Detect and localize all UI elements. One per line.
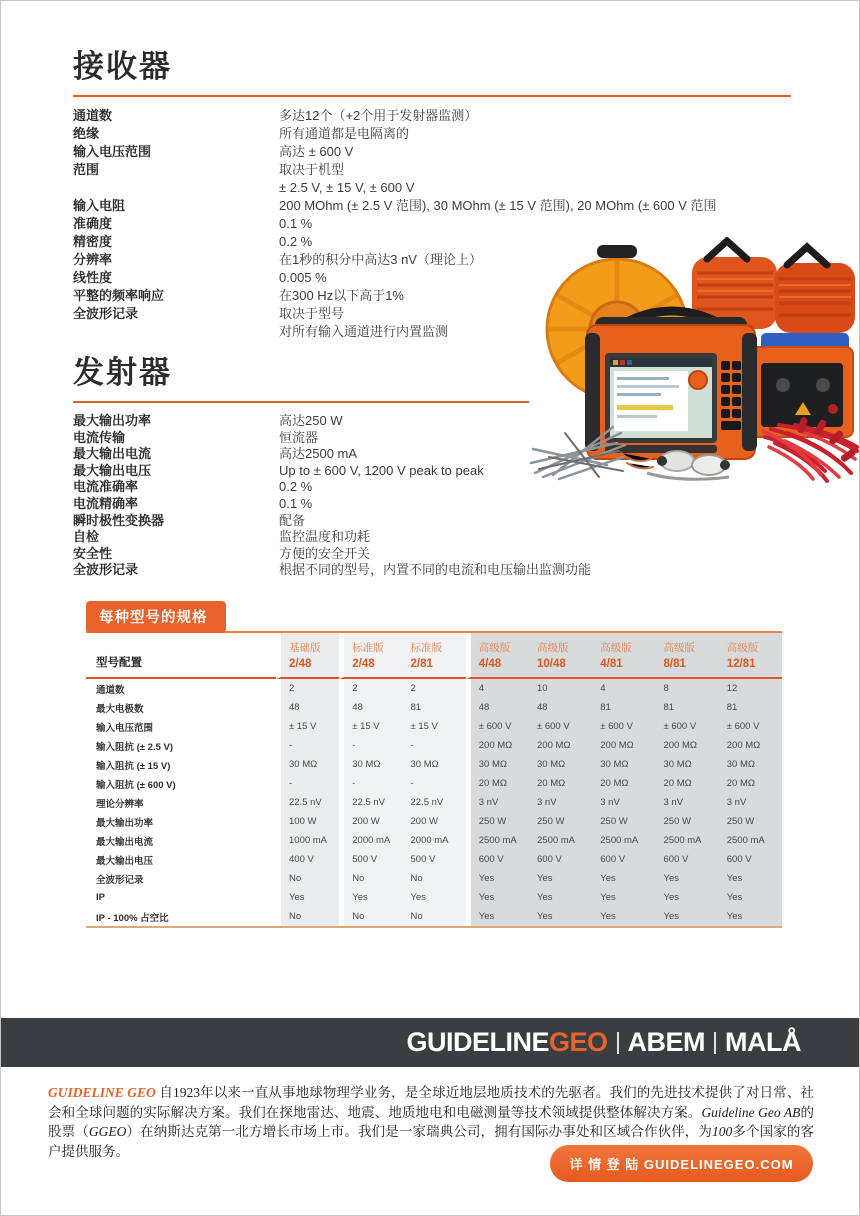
spec-value: 方便的安全开关 bbox=[279, 545, 371, 561]
column-model-label: 2/48 bbox=[352, 658, 375, 670]
logo-abem: ABEM bbox=[627, 1027, 706, 1057]
spec-value: 高达250 W bbox=[279, 413, 343, 428]
table-cell: 20 MΩ bbox=[529, 774, 592, 793]
spec-value: 0.2 % bbox=[279, 479, 313, 495]
spec-label: 瞬时极性变换器 bbox=[73, 512, 165, 528]
row-label: 输入电压范围 bbox=[96, 722, 154, 734]
table-cell: 12 bbox=[719, 679, 782, 698]
table-cell: - bbox=[403, 774, 466, 793]
spec-value: 根据不同的型号，内置不同的电流和电压输出监测功能 bbox=[279, 562, 592, 578]
spec-row bbox=[73, 179, 791, 197]
spec-value: 0.2 % bbox=[279, 234, 313, 249]
table-row bbox=[86, 736, 782, 755]
column-header bbox=[339, 633, 402, 679]
spec-label: 范围 bbox=[73, 162, 100, 177]
row-label: 最大输出电流 bbox=[96, 836, 154, 848]
spec-value: 高达2500 mA bbox=[279, 446, 358, 462]
table-cell: 30 MΩ bbox=[339, 755, 402, 774]
logo-separator bbox=[617, 1032, 619, 1054]
logo-mala: MALÅ bbox=[725, 1027, 801, 1057]
spec-label: 通道数 bbox=[73, 108, 113, 123]
table-cell: 2500 mA bbox=[656, 831, 719, 850]
spec-label: 线性度 bbox=[73, 270, 113, 285]
table-cell: 2500 mA bbox=[466, 831, 529, 850]
guidelinegeo-abem-mala-logo bbox=[406, 1027, 801, 1058]
table-cell: 81 bbox=[719, 698, 782, 717]
table-cell: Yes bbox=[466, 888, 529, 907]
row-label: 通道数 bbox=[96, 684, 125, 696]
table-cell: 48 bbox=[466, 698, 529, 717]
spec-value: 恒流器 bbox=[279, 429, 319, 445]
table-cell: ± 600 V bbox=[466, 717, 529, 736]
column-tier-label: 高级版 bbox=[663, 642, 695, 654]
table-cell: 2500 mA bbox=[719, 831, 782, 850]
about-text-segment: ）在纳斯达克第一北方增长市场上市。我们是一家瑞典公司，拥有国际办事处和区域合作伙伴，为 bbox=[126, 1124, 713, 1139]
about-text-segment: 自1923年以来一直从事地球物理学业务，是全球近地层地质技术的先驱者。我们的先进技术提供了对日常、社会和全球问题的实际解决方案。我们在探地雷达、地震、地质地电和电磁测量等技术领域提供整体解决方案。 bbox=[48, 1085, 815, 1120]
table-row bbox=[86, 698, 782, 717]
column-model-label: 2/48 bbox=[289, 658, 312, 670]
table-cell: 81 bbox=[403, 698, 466, 717]
column-tier-label: 标准版 bbox=[410, 642, 442, 654]
column-header bbox=[592, 633, 655, 679]
column-model-label: 12/81 bbox=[726, 658, 756, 670]
table-cell: 4 bbox=[592, 679, 655, 698]
table-row bbox=[86, 907, 782, 926]
table-cell: 200 MΩ bbox=[592, 736, 655, 755]
table-cell: 250 W bbox=[529, 812, 592, 831]
column-header bbox=[656, 633, 719, 679]
column-tier-label: 高级版 bbox=[726, 642, 759, 654]
table-cell: ± 15 V bbox=[339, 717, 402, 736]
model-spec-table bbox=[86, 633, 782, 928]
table-cell: 81 bbox=[656, 698, 719, 717]
row-label: 输入阻抗 (± 2.5 V) bbox=[96, 741, 174, 753]
table-cell: 30 MΩ bbox=[719, 755, 782, 774]
spec-value: 取决于机型 bbox=[279, 162, 345, 177]
table-cell: 250 W bbox=[466, 812, 529, 831]
table-cell: Yes bbox=[529, 888, 592, 907]
table-cell: Yes bbox=[656, 888, 719, 907]
section-divider bbox=[73, 95, 791, 97]
table-cell: Yes bbox=[529, 907, 592, 926]
about-text-segment: 多个国家的客户提供服务。 bbox=[48, 1124, 815, 1159]
spec-row bbox=[73, 143, 791, 161]
spec-label: 电流精确率 bbox=[73, 495, 139, 511]
column-header bbox=[276, 633, 339, 679]
table-cell: 20 MΩ bbox=[592, 774, 655, 793]
table-cell: 200 MΩ bbox=[656, 736, 719, 755]
about-text-segment: 的股票（ bbox=[48, 1104, 815, 1139]
table-cell: Yes bbox=[719, 869, 782, 888]
table-cell: 600 V bbox=[719, 850, 782, 869]
spec-row bbox=[73, 215, 791, 233]
row-label: 输入阻抗 (± 15 V) bbox=[96, 760, 171, 772]
table-cell: Yes bbox=[339, 888, 402, 907]
spec-value: 监控温度和功耗 bbox=[279, 529, 371, 545]
table-cell: 20 MΩ bbox=[719, 774, 782, 793]
model-spec-table-wrap bbox=[86, 631, 782, 928]
spec-row bbox=[73, 546, 791, 563]
table-cell: 30 MΩ bbox=[466, 755, 529, 774]
table-cell: 81 bbox=[592, 698, 655, 717]
table-row bbox=[86, 850, 782, 869]
spec-row bbox=[73, 161, 791, 179]
table-cell: 2000 mA bbox=[403, 831, 466, 850]
table-cell: 2000 mA bbox=[339, 831, 402, 850]
transmitter-section-title: 发射器 bbox=[73, 355, 172, 390]
spec-value: 0.1 % bbox=[279, 216, 313, 231]
table-cell: 200 MΩ bbox=[529, 736, 592, 755]
table-cell: - bbox=[276, 736, 339, 755]
spec-label: 准确度 bbox=[73, 216, 113, 231]
spec-value: ± 2.5 V, ± 15 V, ± 600 V bbox=[279, 180, 415, 195]
spec-value: 对所有输入通道进行内置监测 bbox=[279, 324, 449, 339]
table-cell: 48 bbox=[276, 698, 339, 717]
spec-row bbox=[73, 197, 791, 215]
table-cell: Yes bbox=[719, 907, 782, 926]
table-row bbox=[86, 717, 782, 736]
table-cell: 30 MΩ bbox=[592, 755, 655, 774]
spec-label: 自检 bbox=[73, 529, 100, 545]
table-title-banner: 每种型号的规格 bbox=[86, 601, 226, 633]
table-cell: 30 MΩ bbox=[276, 755, 339, 774]
table-cell: - bbox=[339, 774, 402, 793]
column-tier-label: 高级版 bbox=[600, 642, 632, 654]
column-header bbox=[529, 633, 592, 679]
spec-label: 分辨率 bbox=[73, 252, 113, 267]
spec-value: 取决于型号 bbox=[279, 306, 345, 321]
table-cell: 600 V bbox=[592, 850, 655, 869]
table-row bbox=[86, 793, 782, 812]
table-cell: ± 600 V bbox=[656, 717, 719, 736]
spec-label bbox=[73, 323, 279, 341]
spec-label: 最大输出电压 bbox=[73, 462, 152, 478]
column-model-label: 8/81 bbox=[663, 658, 686, 670]
row-label: 输入阻抗 (± 600 V) bbox=[96, 779, 176, 791]
table-cell: 200 MΩ bbox=[719, 736, 782, 755]
spec-row bbox=[73, 529, 791, 546]
spec-value: 0.1 % bbox=[279, 495, 313, 511]
table-row bbox=[86, 755, 782, 774]
table-cell: 30 MΩ bbox=[529, 755, 592, 774]
receiver-section-title: 接收器 bbox=[73, 49, 172, 84]
row-label: 全波形记录 bbox=[96, 874, 144, 886]
brand-bar bbox=[1, 1018, 859, 1067]
row-label: IP - 100% 占空比 bbox=[96, 912, 169, 924]
spec-label bbox=[73, 179, 279, 197]
spec-label: 绝缘 bbox=[73, 126, 100, 141]
table-row bbox=[86, 888, 782, 907]
spec-label: 精密度 bbox=[73, 234, 113, 249]
table-cell: 250 W bbox=[592, 812, 655, 831]
spec-label: 输入电压范围 bbox=[73, 144, 152, 159]
table-cell: Yes bbox=[656, 907, 719, 926]
product-photo bbox=[529, 237, 859, 483]
column-model-label: 2/81 bbox=[410, 658, 433, 670]
table-cell: Yes bbox=[403, 888, 466, 907]
column-tier-label: 基础版 bbox=[289, 642, 321, 654]
table-cell: 30 MΩ bbox=[403, 755, 466, 774]
table-cell: ± 600 V bbox=[719, 717, 782, 736]
column-tier-label: 标准版 bbox=[352, 642, 384, 654]
table-cell: Yes bbox=[529, 869, 592, 888]
website-cta-button[interactable]: 详 情 登 陆 GUIDELINEGEO.COM bbox=[550, 1145, 813, 1182]
column-header bbox=[466, 633, 529, 679]
logo-guideline: GUIDELINE bbox=[406, 1027, 549, 1057]
column-header bbox=[403, 633, 466, 679]
spec-row bbox=[73, 125, 791, 143]
table-cell: Yes bbox=[592, 907, 655, 926]
spec-label: 输入电阻 bbox=[73, 198, 126, 213]
table-cell: - bbox=[276, 774, 339, 793]
table-cell: 600 V bbox=[529, 850, 592, 869]
spec-label: 最大输出电流 bbox=[73, 446, 152, 462]
table-cell: 20 MΩ bbox=[466, 774, 529, 793]
row-label: 最大输出功率 bbox=[96, 817, 154, 829]
table-cell: 500 V bbox=[339, 850, 402, 869]
row-label: 最大电极数 bbox=[96, 703, 144, 715]
table-cell: 2 bbox=[339, 679, 402, 698]
model-spec-block bbox=[86, 601, 782, 928]
table-cell: 48 bbox=[529, 698, 592, 717]
logo-separator bbox=[714, 1032, 716, 1054]
spec-row bbox=[73, 496, 791, 513]
table-cell: 2 bbox=[403, 679, 466, 698]
table-cell: 2500 mA bbox=[592, 831, 655, 850]
table-cell: 3 nV bbox=[466, 793, 529, 812]
table-cell: ± 15 V bbox=[276, 717, 339, 736]
table-cell: Yes bbox=[466, 869, 529, 888]
logo-geo: GEO bbox=[549, 1027, 608, 1057]
spec-value: 所有通道都是电隔离的 bbox=[279, 126, 410, 141]
column-model-label: 10/48 bbox=[537, 658, 566, 670]
table-cell: 3 nV bbox=[529, 793, 592, 812]
column-header bbox=[719, 633, 782, 679]
table-row bbox=[86, 812, 782, 831]
table-cell: 22.5 nV bbox=[339, 793, 402, 812]
table-cell: 30 MΩ bbox=[656, 755, 719, 774]
spec-value: 200 MOhm (± 2.5 V 范围), 30 MOhm (± 15 V 范围), 20 MOhm (± 600 V 范围 bbox=[279, 198, 717, 213]
column-tier-label: 高级版 bbox=[478, 642, 511, 654]
table-cell: 22.5 nV bbox=[403, 793, 466, 812]
table-row bbox=[86, 831, 782, 850]
table-cell: 600 V bbox=[466, 850, 529, 869]
table-cell: 1000 mA bbox=[276, 831, 339, 850]
table-cell: 100 W bbox=[276, 812, 339, 831]
table-cell: Yes bbox=[719, 888, 782, 907]
row-label: IP bbox=[96, 892, 105, 903]
table-cell: No bbox=[276, 869, 339, 888]
table-cell: 20 MΩ bbox=[656, 774, 719, 793]
spec-label: 平整的频率响应 bbox=[73, 288, 165, 303]
about-text-segment: GUIDELINE GEO bbox=[48, 1085, 160, 1100]
table-cell: 250 W bbox=[719, 812, 782, 831]
spec-value: 多达12个（+2个用于发射器监测） bbox=[279, 108, 478, 123]
table-cell: Yes bbox=[276, 888, 339, 907]
table-cell: - bbox=[403, 736, 466, 755]
table-cell: Yes bbox=[466, 907, 529, 926]
column-tier-label: 高级版 bbox=[537, 642, 569, 654]
row-label: 理论分辨率 bbox=[96, 798, 144, 810]
table-cell: ± 600 V bbox=[529, 717, 592, 736]
column-model-label: 4/48 bbox=[478, 658, 502, 670]
row-label: 最大输出电压 bbox=[96, 855, 154, 867]
table-cell: Yes bbox=[592, 869, 655, 888]
table-cell: No bbox=[339, 869, 402, 888]
table-cell: 22.5 nV bbox=[276, 793, 339, 812]
table-row bbox=[86, 774, 782, 793]
table-cell: 600 V bbox=[656, 850, 719, 869]
table-cell: 4 bbox=[466, 679, 529, 698]
table-cell: 400 V bbox=[276, 850, 339, 869]
table-cell: No bbox=[276, 907, 339, 926]
table-cell: Yes bbox=[656, 869, 719, 888]
table-cell: No bbox=[403, 869, 466, 888]
about-text-segment: Guideline Geo AB bbox=[701, 1104, 801, 1120]
spec-label: 最大输出功率 bbox=[73, 413, 152, 428]
spec-value: 在1秒的积分中高达3 nV（理论上） bbox=[279, 252, 482, 267]
spec-value: 在300 Hz以下高于1% bbox=[279, 288, 404, 303]
table-cell: 200 MΩ bbox=[466, 736, 529, 755]
spec-value: 0.005 % bbox=[279, 270, 327, 285]
table-cell: ± 15 V bbox=[403, 717, 466, 736]
table-cell: 8 bbox=[656, 679, 719, 698]
table-cell: 2500 mA bbox=[529, 831, 592, 850]
spec-value: Up to ± 600 V, 1200 V peak to peak bbox=[279, 462, 484, 478]
table-cell: ± 600 V bbox=[592, 717, 655, 736]
spec-row bbox=[73, 107, 791, 125]
table-row bbox=[86, 679, 782, 698]
table-cell: 250 W bbox=[656, 812, 719, 831]
table-cell: No bbox=[403, 907, 466, 926]
spec-label: 全波形记录 bbox=[73, 562, 139, 578]
spec-value: 配备 bbox=[279, 512, 306, 528]
about-text-segment: GGEO bbox=[88, 1124, 127, 1139]
table-cell: 3 nV bbox=[592, 793, 655, 812]
table-cell: 3 nV bbox=[656, 793, 719, 812]
table-cell: 200 W bbox=[403, 812, 466, 831]
table-row bbox=[86, 869, 782, 888]
spec-row bbox=[73, 562, 791, 579]
table-cell: 200 W bbox=[339, 812, 402, 831]
spec-label: 安全性 bbox=[73, 545, 113, 561]
spec-label: 全波形记录 bbox=[73, 306, 139, 321]
spec-label: 电流传输 bbox=[73, 429, 126, 445]
table-cell: 500 V bbox=[403, 850, 466, 869]
table-cell: 10 bbox=[529, 679, 592, 698]
table-corner-label: 型号配置 bbox=[86, 633, 276, 679]
spec-label: 电流准确率 bbox=[73, 479, 139, 495]
table-cell: - bbox=[339, 736, 402, 755]
column-model-label: 4/81 bbox=[600, 658, 623, 670]
table-cell: 48 bbox=[339, 698, 402, 717]
spec-value: 高达 ± 600 V bbox=[279, 144, 354, 159]
spec-row bbox=[73, 513, 791, 530]
table-cell: 3 nV bbox=[719, 793, 782, 812]
about-text-segment: 100 bbox=[712, 1124, 733, 1139]
table-cell: Yes bbox=[592, 888, 655, 907]
table-cell: 2 bbox=[276, 679, 339, 698]
table-cell: No bbox=[339, 907, 402, 926]
